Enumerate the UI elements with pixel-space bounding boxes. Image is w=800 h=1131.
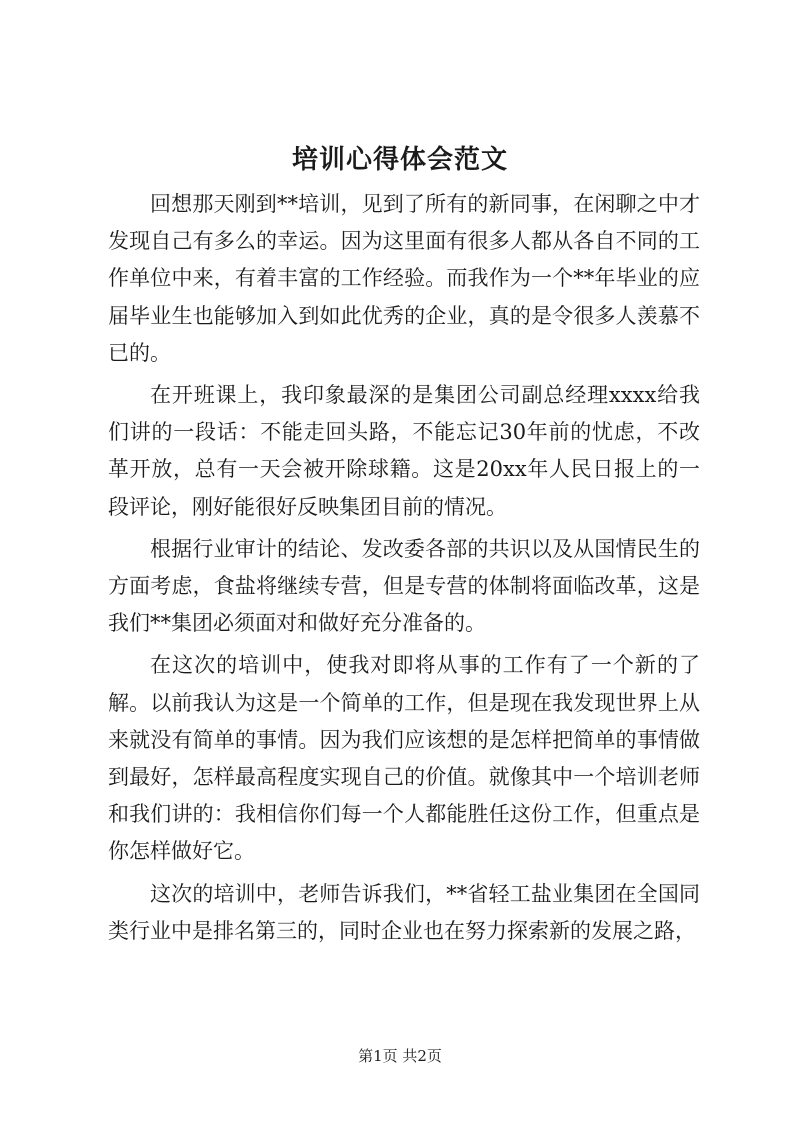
page-number-footer: 第1页 共2页	[358, 1047, 442, 1065]
document-body	[108, 186, 700, 955]
paragraph-5: 这次的培训中，老师告诉我们，**省轻工盐业集团在全国同类行业中是排名第三的，同时企业也在努力探索新的发展之路，	[108, 881, 700, 943]
page-title: 培训心得体会范文	[291, 145, 508, 175]
paragraph-2: 在开班课上，我印象最深的是集团公司副总经理xxxx给我们讲的一段话：不能走回头路，不能忘记30年前的忧虑，不改革开放，总有一天会被开除球籍。这是20xx年人民日报上的一段评论，刚好能很好反映集团目前的情况。	[108, 383, 700, 519]
paragraph-4: 在这次的培训中，使我对即将从事的工作有了一个新的了解。以前我认为这是一个简单的工作，但是现在我发现世界上从来就没有简单的事情。因为我们应该想的是怎样把简单的事情做到最好，怎样最高程度实现自己的价值。就像其中一个培训老师和我们讲的：我相信你们每一个人都能胜任这份工作，但重点是你怎样做好它。	[108, 653, 700, 864]
paragraph-3: 根据行业审计的结论、发改委各部的共识以及从国情民生的方面考虑，食盐将继续专营，但是专营的体制将面临改革，这是我们**集团必须面对和做好充分准备的。	[108, 536, 700, 636]
paragraph-1: 回想那天刚到**培训，见到了所有的新同事，在闲聊之中才发现自己有多么的幸运。因为这里面有很多人都从各自不同的工作单位中来，有着丰富的工作经验。而我作为一个**年毕业的应届毕业生也能够加入到如此优秀的企业，真的是令很多人羡慕不已的。	[108, 192, 700, 365]
